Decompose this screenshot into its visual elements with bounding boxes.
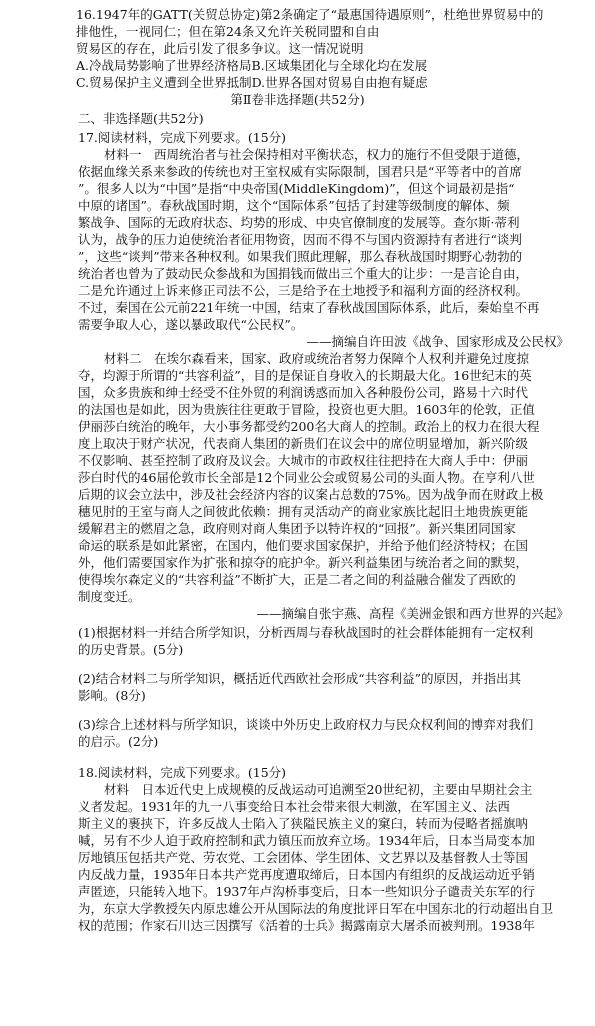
q17-m1-line: 中原的诸国”。春秋战国时期，这个“国际体系”包括了封建等级制度的解体、频 — [78, 198, 510, 213]
q17-m2-line: 材料二 在埃尔森看来，国家、政府或统治者努力保障个人权利并避免过度掠 — [104, 351, 530, 366]
q17-m1-line: ”。很多人以为“中国”是指“中央帝国(MiddleKingdom)”，但这个词最初是指“ — [78, 181, 515, 196]
q17-subquestion-2 — [78, 670, 589, 704]
q17-sub3-line: 的启示。(2分) — [78, 734, 159, 749]
q17-sub2-line: (2)结合材料二与所学知识，概括近代西欧社会形成“共容利益”的原因，并指出其 — [78, 671, 521, 686]
q16-option-ab: A.冷战局势影响了世界经济格局B.区域集团化与全球化均在发展 — [76, 58, 428, 73]
q17-title: 17.阅读材料，完成下列要求。(15分) — [78, 130, 287, 145]
q17-subquestion-1 — [78, 624, 589, 658]
q17-sub1-line: (1)根据材料一并结合所学知识，分析西周与春秋战国时的社会群体能拥有一定权利 — [78, 625, 534, 640]
q17-material-1 — [78, 146, 589, 333]
q17-m1-line: 繁战争、国际的无政府状态、均势的形成、中央官僚制度的发展等。查尔斯·蒂利 — [78, 215, 520, 230]
q18-material-line: 内反战力量，1935年日本共产党再度遭取缔后，日本国内有组织的反战运动近乎销 — [78, 867, 535, 882]
q17-m2-line: 穗见肘的王室与商人之间彼此依赖：拥有灵活动产的商业家族比起旧土地贵族更能 — [78, 504, 529, 519]
q17-m1-line: 二是允许通过上诉来修正司法不公，三是给予在土地授予和福利方面的经济权利。 — [78, 283, 529, 298]
q17-m2-line: 制度变迁。 — [78, 589, 141, 604]
q17-m1-line: 需要争取人心，遂以暴政取代“公民权”。 — [78, 317, 304, 332]
q17-sub2-line: 影响。(8分) — [78, 688, 146, 703]
q17-m2-line: 不仅影响、甚至控制了政府及议会。大城市的市政权往往把持在大商人手中：伊丽 — [78, 453, 529, 468]
q17-source-1: ——摘编自许田波《战争、国家形成及公民权》 — [306, 334, 569, 349]
q18-material-line: 厉地镇压包括共产党、劳农党、工会团体、学生团体、文艺界以及基督教人士等国 — [78, 850, 529, 865]
q16-line-3: 贸易区的存在，此后引发了很多争议。这一情况说明 — [76, 41, 364, 56]
q16-line-2: 排他性，一视同仁；但在第24条又允许关税同盟和自由 — [76, 24, 380, 39]
q17-m2-line: 使得埃尔森定义的“共容利益”不断扩大，正是二者之间的利益融合催发了西欧的 — [78, 572, 516, 587]
q17-sub1-line: 的历史背景。(5分) — [78, 642, 184, 657]
q16-line-1: 16.1947年的GATT(关贸总协定)第2条确定了“最惠国待遇原则”，杜绝世界贸易中的 — [76, 7, 544, 22]
q17-m2-line: 后期的议会立法中，涉及社会经济内容的议案占总数的75%。因为战争而在财政上极 — [78, 487, 544, 502]
q18-material — [78, 781, 589, 934]
q18-material-line: 喊，另有不少人迫于政府控制和武力镇压而放弃立场。1934年后，日本当局变本加 — [78, 833, 535, 848]
q16-option-cd: C.贸易保护主义遭到全世界抵制D.世界各国对贸易自由抱有疑虑 — [76, 75, 428, 90]
part2-heading: 第Ⅱ卷非选择题(共52分) — [230, 92, 365, 107]
q18-material-line: 权的范围；作家石川达三因撰写《活着的士兵》揭露南京大屠杀而被判刑。1938年 — [78, 918, 535, 933]
q17-subquestion-3 — [78, 716, 589, 750]
q17-m2-line: 伊丽莎白统治的晚年，大小事务都受约200名大商人的控制。政治上的权力在很大程 — [78, 419, 540, 434]
q17-m1-line: 依据血缘关系来参政的传统也对王室权威有实际限制，国君只是“平等者中的首席 — [78, 164, 522, 179]
q17-source-2: ——摘编自张宇燕、高程《美洲金银和西方世界的兴起》 — [256, 606, 569, 621]
q18-title: 18.阅读材料，完成下列要求。(15分) — [78, 765, 287, 780]
question-17 — [78, 129, 589, 750]
q17-m2-line: 外，他们需要国家作为扩张和掠夺的庇护伞。新兴利益集团与统治者之间的默契， — [78, 555, 529, 570]
q18-material-line: 斯主义的裹挟下，许多反战人士陷入了狭隘民族主义的窠臼，转而为侵略者摇旗呐 — [78, 816, 529, 831]
q17-m2-line: 夺，均源于所谓的“共容利益”，目的是保证自身收入的长期最大化。16世纪末的英 — [78, 368, 532, 383]
question-16 — [76, 6, 589, 91]
q17-m1-line: ”，这些“谈判”带来各种权利。如果我们照此理解，那么春秋战国时期野心勃勃的 — [78, 249, 523, 264]
q18-material-line: 材料 日本近代史上成规模的反战运动可追溯至20世纪初，主要由早期社会主 — [104, 782, 533, 797]
q17-sub3-line: (3)综合上述材料与所学知识，谈谈中外历史上政府权力与民众权利间的博弈对我们 — [78, 717, 534, 732]
question-18 — [78, 764, 589, 934]
q18-material-line: 声匿迹，只能转入地下。1937年卢沟桥事变后，日本一些知识分子谴责关东军的行 — [78, 884, 535, 899]
q17-m2-line: 缓解君主的燃眉之急，政府则对商人集团予以特许权的“回报”。新兴集团同国家 — [78, 521, 516, 536]
q17-m2-line: 莎白时代的46届伦敦市长全部是12个同业公会或贸易公司的头面人物。在亨利八世 — [78, 470, 535, 485]
q17-material-2 — [78, 350, 589, 605]
section-title: 二、非选择题(共52分) — [78, 111, 204, 126]
q17-m1-line: 认为，战争的压力迫使统治者征用物资，因而不得不与国内资源持有者进行“谈判 — [78, 232, 522, 247]
q17-m1-line: 统治者也曾为了鼓动民众参战和为国捐钱而做出三个重大的让步：一是言论自由， — [78, 266, 529, 281]
q17-m2-line: 国，众多贵族和绅士经受不住外贸的利润诱惑而加入各种股份公司，路易十六时代 — [78, 385, 529, 400]
q17-m2-line: 的法国也是如此，因为贵族往往更敢于冒险，投资也更大胆。1603年的伦敦，正值 — [78, 402, 535, 417]
q17-m1-line: 材料一 西周统治者与社会保持相对平衡状态，权力的施行不但受限于道德， — [104, 147, 530, 162]
q18-material-line: 义者发起。1931年的九一八事变给日本社会带来很大刺激，在军国主义、法西 — [78, 799, 510, 814]
q17-m2-line: 度上取决于财产状况，代表商人集团的新贵们在议会中的席位明显增加，新兴阶级 — [78, 436, 529, 451]
q18-material-line: 为，东京大学教授矢内原忠雄公开从国际法的角度批评日军在中国东北的行动超出自卫 — [78, 901, 554, 916]
q17-m2-line: 命运的联系是如此紧密，在国内，他们要求国家保护，并给予他们经济特权；在国 — [78, 538, 529, 553]
q17-m1-line: 不过，秦国在公元前221年统一中国，结束了春秋战国国际体系，此后，秦始皇不再 — [78, 300, 540, 315]
